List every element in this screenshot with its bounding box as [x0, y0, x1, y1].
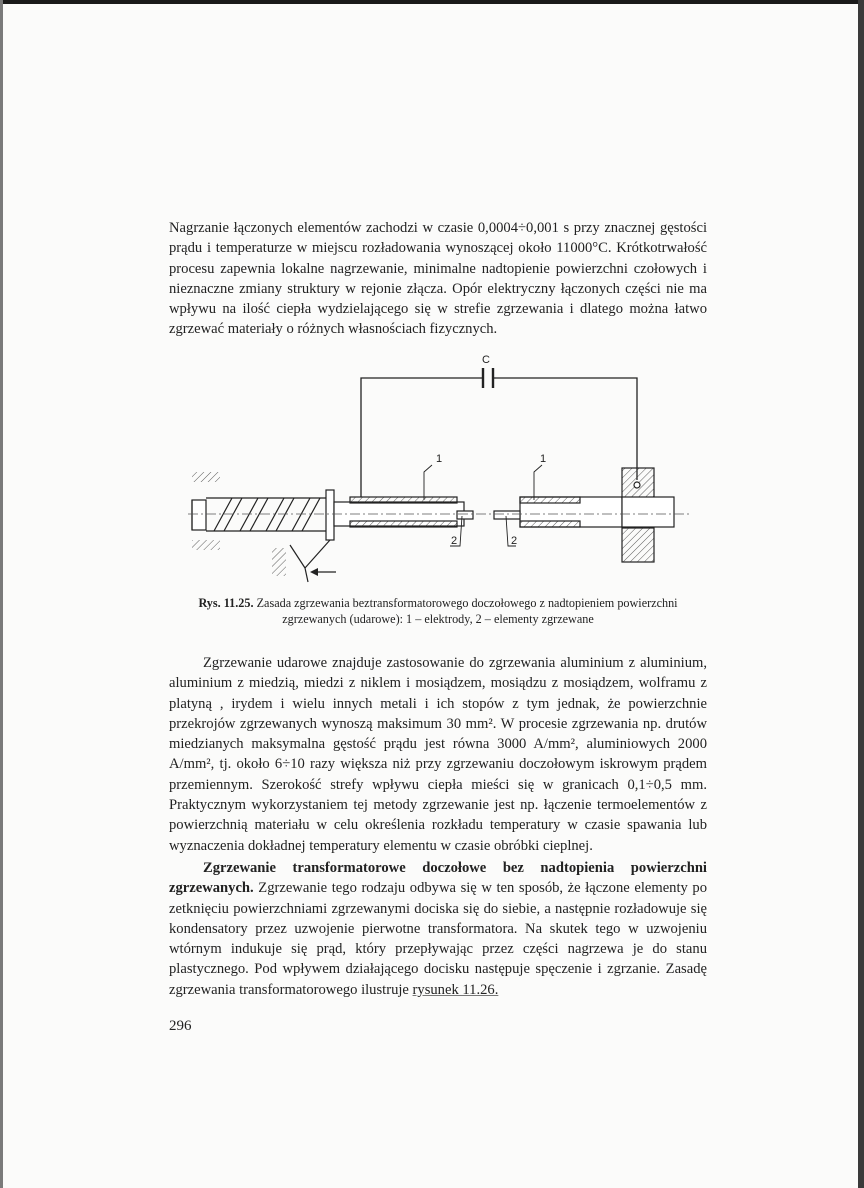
- paragraph-transformer-welding: [169, 858, 707, 1000]
- wire-right: [496, 378, 637, 480]
- right-clamp: [622, 468, 674, 562]
- scan-border-left: [0, 0, 3, 1188]
- scan-border-top: [0, 0, 864, 4]
- force-arrow-icon: [310, 568, 336, 576]
- page-number: 296: [169, 1018, 192, 1034]
- paragraph-intro: Nagrzanie łączonych elementów zachodzi w czasie 0,0004÷0,001 s przy znacznej gęstości prądu i temperaturze w miejscu rozładowania wynoszącej około 11000°C. Krótkotrwałość procesu zapewnia lokalne nagrzewanie, minimalne nadtopienie powierzchni czołowych i nieznaczne zmiany struktury w rejonie złącza. Opór elektryczny łączonych części nie ma wpływu na ilość ciepła wydzielającego się w strefie zgrzewania i dlatego można łatwo zgrzewać materiały o różnych własnościach fizycznych.: [169, 220, 707, 338]
- figure-caption: [169, 596, 707, 627]
- spring: [206, 490, 334, 540]
- capacitor-label: C: [482, 354, 490, 366]
- scan-border-right: [858, 0, 864, 1188]
- welding-diagram: [180, 340, 700, 590]
- label-workpiece-left: 2: [451, 535, 458, 547]
- figure-reference-link[interactable]: rysunek 11.26.: [412, 981, 499, 998]
- label-electrode-right: 1: [540, 453, 547, 465]
- section-body: Zgrzewanie tego rodzaju odbywa się w ten sposób, że łączone elementy po zetknięciu powierzchniami zgrzewanymi dociska się do siebie, a następnie rozładowuje się kondensatory przez uzwojenie pierwotne transformatora. Na skutek tego w uzwojeniu wtórnym indukuje się prąd, który przepływając przez części nagrzewa je do stanu plastycznego. Pod wpływem działającego docisku następuje spęczenie i zgrzanie. Zasadę zgrzewania transformatorowego ilustruje: [169, 880, 707, 998]
- label-electrode-left: 1: [436, 453, 443, 465]
- right-electrode: [494, 497, 622, 527]
- label-workpiece-right: 2: [511, 535, 518, 547]
- left-electrode: [334, 497, 473, 527]
- caption-text: Zasada zgrzewania beztransformatorowego doczołowego z nadtopieniem powierzchni zgrzewanych (udarowe): 1 – elektrody, 2 – elementy zgrzewane: [256, 596, 678, 626]
- caption-label: Rys. 11.25.: [198, 596, 254, 610]
- trigger-lever: [272, 540, 330, 582]
- paragraph-impact-welding: Zgrzewanie udarowe znajduje zastosowanie do zgrzewania aluminium z aluminium, aluminium z miedzią, miedzi z niklem i mosiądzem, mosiądzu z mosiądzem, wolframu z platyną , irydem i wielu innych metali i ich stopów z tym jednak, że powierzchnie przekrojów zgrzewanych wynoszą maksimum 30 mm². W procesie zgrzewania np. drutów miedzianych maksymalna gęstość prądu jest równa 3000 A/mm², aluminiowych 2000 A/mm², tj. około 6÷10 razy większa niż przy zgrzewaniu doczołowym iskrowym prądem przemiennym. Szerokość strefy wpływu ciepła mieści się w granicach 0,1÷0,5 mm. Praktycznym wykorzystaniem tej metody zgrzewanie jest np. łączenie termoelementów z powierzchnią materiału w celu określenia rozkładu temperatury w czasie spawania lub wyznaczenia dokładnej temperatury elementu w czasie obróbki cieplnej.: [169, 655, 707, 854]
- section-heading: Zgrzewanie transformatorowe doczołowe bez nadtopienia powierzchni zgrzewanych.: [169, 860, 707, 897]
- left-clamp: [192, 472, 220, 550]
- wire-left: [361, 378, 480, 497]
